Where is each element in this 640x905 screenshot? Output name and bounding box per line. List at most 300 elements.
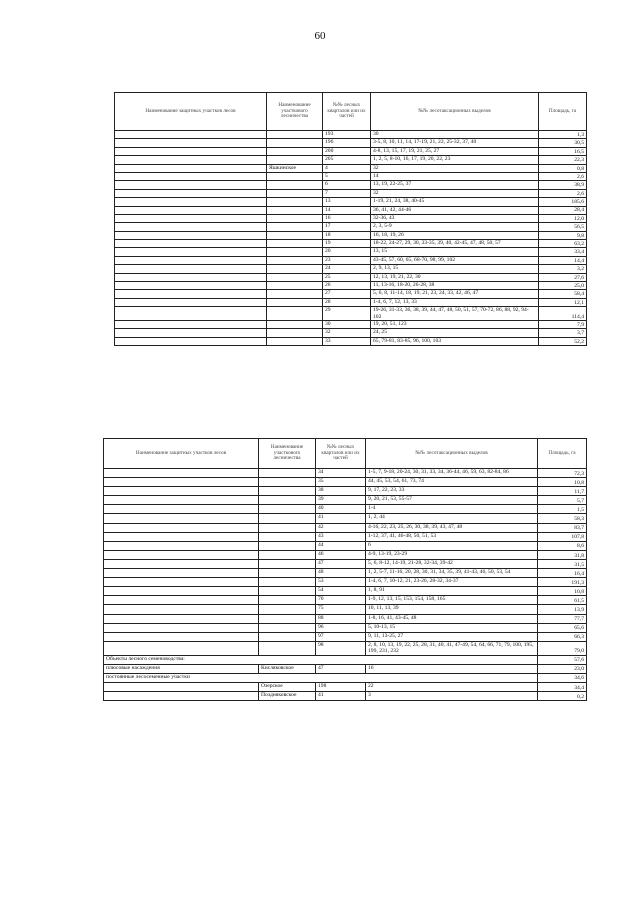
- area-cell: 83,7: [538, 523, 587, 532]
- protective-area-cell: [115, 139, 267, 147]
- forestry-cell: [267, 240, 323, 248]
- forestry-cell: [267, 231, 323, 239]
- forestry-cell: [259, 541, 316, 550]
- quarter-cell: 7: [323, 189, 371, 197]
- quarter-cell: 41: [316, 692, 366, 701]
- table-row: [115, 139, 587, 147]
- area-cell: 5,7: [538, 496, 587, 505]
- quarter-cell: 42: [316, 523, 366, 532]
- quarter-cell: 4: [323, 164, 371, 172]
- area-cell: 22,3: [539, 156, 587, 164]
- forestry-cell: [267, 248, 323, 256]
- forestry-cell: [259, 478, 316, 487]
- protective-area-cell: [104, 605, 259, 614]
- quarter-cell: 32: [323, 329, 371, 337]
- table-row: [104, 623, 587, 632]
- table-row: [104, 692, 587, 701]
- protective-area-cell: [115, 321, 267, 329]
- protective-area-cell: [115, 329, 267, 337]
- protective-area-cell: [104, 614, 259, 623]
- forestry-cell: [267, 321, 323, 329]
- forestry-cell: [267, 214, 323, 222]
- table-row: [115, 321, 587, 329]
- protective-area-cell: [104, 541, 259, 550]
- quarter-cell: 200: [323, 147, 371, 155]
- plots-cell: 4-16, 22, 23, 25, 26, 30, 38, 39, 43, 47, 48: [366, 523, 538, 532]
- quarter-cell: 20: [323, 248, 371, 256]
- protective-area-cell: [115, 189, 267, 197]
- forest-plots-table-2: [103, 438, 587, 701]
- table-row: [115, 156, 587, 164]
- protective-area-cell: [115, 256, 267, 264]
- area-cell: 31,8: [538, 550, 587, 559]
- area-cell: 25,0: [539, 282, 587, 290]
- area-cell: 1,3: [539, 131, 587, 139]
- plots-cell: 3-5, 8, 10, 11, 14, 17-19, 21, 22, 25-32, 37, 40: [371, 139, 539, 147]
- protective-area-cell: [115, 240, 267, 248]
- protective-area-cell: [115, 147, 267, 155]
- plots-cell: 32-36, 43: [371, 214, 539, 222]
- protective-area-cell: [115, 206, 267, 214]
- area-cell: 34,4: [538, 682, 587, 691]
- plantations-label: плюсовые насаждения: [104, 664, 259, 673]
- table-row: [115, 214, 587, 222]
- protective-area-cell: [104, 623, 259, 632]
- protective-area-cell: [115, 290, 267, 298]
- area-cell: 8,6: [538, 541, 587, 550]
- forestry-cell: [259, 596, 316, 605]
- forestry-cell: [267, 273, 323, 281]
- area-cell: 2,6: [539, 189, 587, 197]
- quarter-cell: 28: [323, 298, 371, 306]
- table-row: [115, 189, 587, 197]
- table-row: [115, 329, 587, 337]
- quarter-cell: 98: [316, 641, 366, 655]
- area-cell: 31,5: [538, 559, 587, 568]
- table-row: [104, 487, 587, 496]
- protective-area-cell: [115, 307, 267, 321]
- forestry-cell: [267, 298, 323, 306]
- quarter-cell: 193: [323, 131, 371, 139]
- quarter-cell: 44: [316, 541, 366, 550]
- protective-area-cell: [115, 223, 267, 231]
- table-row: [115, 181, 587, 189]
- area-cell: 65,6: [538, 623, 587, 632]
- forestry-cell: [267, 189, 323, 197]
- plots-cell: 2, 9, 13, 15: [371, 265, 539, 273]
- quarter-cell: 205: [323, 156, 371, 164]
- forestry-cell: [259, 578, 316, 587]
- table-row: [115, 273, 587, 281]
- quarter-cell: 33: [323, 337, 371, 345]
- forestry-cell: [259, 614, 316, 623]
- table-row: [115, 223, 587, 231]
- protective-area-cell: [104, 478, 259, 487]
- plots-cell: 12, 13, 19, 21, 22, 30: [371, 273, 539, 281]
- table-row: [115, 240, 587, 248]
- table-row: [104, 469, 587, 478]
- forestry-cell: [267, 307, 323, 321]
- forestry-cell: Озерское: [259, 682, 316, 691]
- protective-area-cell: [115, 156, 267, 164]
- quarter-cell: 40: [316, 505, 366, 514]
- table-row: [104, 478, 587, 487]
- protective-area-cell: [104, 469, 259, 478]
- area-cell: 12,0: [539, 214, 587, 222]
- area-cell: 9,8: [539, 231, 587, 239]
- table-row: [115, 172, 587, 180]
- area-cell: 191,3: [538, 578, 587, 587]
- quarter-cell: 35: [316, 478, 366, 487]
- header-forestry: Наименование участкового лесничества: [267, 93, 323, 131]
- forestry-cell: [267, 256, 323, 264]
- protective-area-cell: [104, 641, 259, 655]
- quarter-cell: 47: [316, 559, 366, 568]
- protective-area-cell: [115, 231, 267, 239]
- area-cell: 0,2: [538, 692, 587, 701]
- protective-area-cell: [104, 514, 259, 523]
- plantations-forestry: Кисляковское: [259, 664, 316, 673]
- forestry-cell: [267, 265, 323, 273]
- permanent-area: 34,6: [538, 673, 587, 682]
- area-cell: 3,7: [539, 329, 587, 337]
- quarter-cell: 88: [316, 614, 366, 623]
- page-number: 60: [314, 30, 326, 42]
- protective-area-cell: [115, 337, 267, 345]
- plots-cell: 19-26, 31-33, 36, 38, 39, 44, 47, 48, 50, 51, 57, 70-72, 86, 88, 92, 94-102: [371, 307, 539, 321]
- area-cell: 27,6: [539, 273, 587, 281]
- forestry-cell: Яшкинское: [267, 164, 323, 172]
- plots-cell: 6: [366, 541, 538, 550]
- table-row: [104, 559, 587, 568]
- protective-area-cell: [115, 298, 267, 306]
- header-quarters: №№ лесных кварталов или их частей: [323, 93, 371, 131]
- table-row: [104, 605, 587, 614]
- table-row: [115, 298, 587, 306]
- plots-cell: 3: [366, 692, 538, 701]
- area-cell: 61,5: [538, 596, 587, 605]
- plots-cell: 4-8, 13, 15, 17, 19, 21, 25, 27: [371, 147, 539, 155]
- permanent-label: постоянные лесосеменные участки: [104, 673, 538, 682]
- plots-cell: 4-9, 13-19, 23-29: [366, 550, 538, 559]
- plots-cell: 32: [371, 164, 539, 172]
- protective-area-cell: [115, 282, 267, 290]
- forestry-cell: [267, 147, 323, 155]
- protective-area-cell: [104, 496, 259, 505]
- quarter-cell: 41: [316, 514, 366, 523]
- table-row: [104, 505, 587, 514]
- forestry-cell: Поздняковское: [259, 692, 316, 701]
- quarter-cell: 6: [323, 181, 371, 189]
- forestry-cell: [259, 487, 316, 496]
- area-cell: 72,3: [538, 469, 587, 478]
- plots-cell: 43-45, 57, 60, 65, 68-70, 98, 99, 102: [371, 256, 539, 264]
- table-row: [115, 282, 587, 290]
- forestry-cell: [259, 469, 316, 478]
- forestry-cell: [267, 223, 323, 231]
- header-protective-areas: Наименование защитных участков лесов: [115, 93, 267, 131]
- plots-cell: 1-9, 12, 13, 15, 153, 154, 158, 165: [366, 596, 538, 605]
- plots-cell: 9, 17, 22, 23, 33: [366, 487, 538, 496]
- forestry-cell: [259, 514, 316, 523]
- seed-objects-label: Объекты лесного семеноводства:: [104, 655, 538, 664]
- table-row: [115, 307, 587, 321]
- plots-cell: 13, 15: [371, 248, 539, 256]
- protective-area-cell: [115, 131, 267, 139]
- plots-cell: 9, 11, 13-25, 27: [366, 632, 538, 641]
- area-cell: 114,4: [539, 307, 587, 321]
- area-cell: 28,4: [539, 206, 587, 214]
- area-cell: 185,6: [539, 198, 587, 206]
- plots-cell: 11, 13-16, 18-20, 26-28, 38: [371, 282, 539, 290]
- area-cell: 58,4: [539, 290, 587, 298]
- area-cell: 77,7: [538, 614, 587, 623]
- area-cell: 14,4: [539, 256, 587, 264]
- plots-cell: 14: [371, 172, 539, 180]
- area-cell: 52,2: [539, 337, 587, 345]
- table-row: [104, 578, 587, 587]
- plots-cell: 22: [366, 682, 538, 691]
- protective-area-cell: [115, 214, 267, 222]
- header-area: Площадь, га: [539, 93, 587, 131]
- protective-area-cell: [104, 505, 259, 514]
- quarter-cell: 24: [323, 265, 371, 273]
- quarter-cell: 39: [316, 496, 366, 505]
- quarter-cell: 198: [316, 682, 366, 691]
- forestry-cell: [259, 569, 316, 578]
- plots-cell: 1-8, 16, 41, 43-45, 48: [366, 614, 538, 623]
- quarter-cell: 46: [316, 550, 366, 559]
- plots-cell: 36, 41, 42, 44-46: [371, 206, 539, 214]
- protective-area-cell: [115, 265, 267, 273]
- table-row: [104, 514, 587, 523]
- plots-cell: 32: [371, 189, 539, 197]
- area-cell: 12,1: [539, 298, 587, 306]
- header-forestry: Наименование участкового лесничества: [259, 439, 316, 469]
- table-row: [115, 147, 587, 155]
- plots-cell: 1-4, 6, 7, 12, 13, 33: [371, 298, 539, 306]
- plantations-quarter: 47: [316, 664, 366, 673]
- header-plots: №№ лесотаксационных выделов: [371, 93, 539, 131]
- table-row: [115, 248, 587, 256]
- forestry-cell: [259, 532, 316, 541]
- plots-cell: 1-5, 7, 9-18, 20-24, 30, 31, 33, 34, 36-44, 46, 59, 63, 82-84, 86: [366, 469, 538, 478]
- seed-objects-area: 57,6: [538, 655, 587, 664]
- protective-area-cell: [115, 164, 267, 172]
- forestry-cell: [267, 206, 323, 214]
- plots-cell: 13, 19, 22-25, 37: [371, 181, 539, 189]
- quarter-cell: 27: [323, 290, 371, 298]
- quarter-cell: 34: [316, 469, 366, 478]
- area-cell: 16,5: [539, 147, 587, 155]
- area-cell: 3,2: [539, 265, 587, 273]
- area-cell: 13,9: [538, 605, 587, 614]
- header-plots: №№ лесотаксационных выделов: [366, 439, 538, 469]
- quarter-cell: 38: [316, 487, 366, 496]
- forestry-cell: [259, 587, 316, 596]
- plots-cell: 2, 8, 10, 13, 19, 22, 25, 28, 31, 40, 41, 47-49, 54, 64, 66, 71, 79, 100, 195, 199, 231, 232: [366, 641, 538, 655]
- table-row: [104, 569, 587, 578]
- table-row: [115, 231, 587, 239]
- quarter-cell: 23: [323, 256, 371, 264]
- table-row: [115, 131, 587, 139]
- plots-cell: 10, 11, 13, 39: [366, 605, 538, 614]
- protective-area-cell: [115, 248, 267, 256]
- quarter-cell: 26: [323, 282, 371, 290]
- plots-cell: 5, 6, 8-12, 14-19, 21-28, 32-34, 39-42: [366, 559, 538, 568]
- quarter-cell: 13: [323, 198, 371, 206]
- forestry-cell: [259, 623, 316, 632]
- forestry-cell: [259, 559, 316, 568]
- forestry-cell: [267, 337, 323, 345]
- table-row: [104, 596, 587, 605]
- area-cell: 63,2: [539, 240, 587, 248]
- table-row: [104, 532, 587, 541]
- area-cell: 10,8: [538, 478, 587, 487]
- quarter-cell: 18: [323, 231, 371, 239]
- plots-cell: 5, 10-13, 15: [366, 623, 538, 632]
- quarter-cell: 96: [316, 623, 366, 632]
- header-protective-areas: Наименование защитных участков лесов: [104, 439, 259, 469]
- table-row: [104, 541, 587, 550]
- plots-cell: 65, 79-81, 83-85, 96, 100, 103: [371, 337, 539, 345]
- area-cell: 38,9: [539, 181, 587, 189]
- quarter-cell: 29: [323, 307, 371, 321]
- table-row: [104, 614, 587, 623]
- plots-cell: 1-19, 21, 24, 38, 40-45: [371, 198, 539, 206]
- plots-cell: 2, 3, 5-9: [371, 223, 539, 231]
- plots-cell: 1, 2, 5, 8-10, 16, 17, 19, 20, 22, 23: [371, 156, 539, 164]
- table-row: [104, 641, 587, 655]
- protective-area-cell: [104, 632, 259, 641]
- protective-area-cell: [104, 682, 259, 691]
- area-cell: 58,3: [538, 514, 587, 523]
- plots-cell: 16, 18, 19, 26: [371, 231, 539, 239]
- table-row: [115, 256, 587, 264]
- protective-area-cell: [115, 273, 267, 281]
- protective-area-cell: [104, 569, 259, 578]
- forestry-cell: [267, 282, 323, 290]
- area-cell: 0,8: [539, 164, 587, 172]
- quarter-cell: 16: [323, 214, 371, 222]
- quarter-cell: 19: [323, 240, 371, 248]
- protective-area-cell: [115, 198, 267, 206]
- area-cell: 66,3: [538, 632, 587, 641]
- forest-plots-table-1: [114, 92, 587, 346]
- area-cell: 56,5: [539, 223, 587, 231]
- quarter-cell: 17: [323, 223, 371, 231]
- plots-cell: 1, 8, 91: [366, 587, 538, 596]
- quarter-cell: 54: [316, 587, 366, 596]
- forestry-cell: [259, 505, 316, 514]
- table-row: [104, 632, 587, 641]
- plantations-area: 23,0: [538, 664, 587, 673]
- forestry-cell: [259, 496, 316, 505]
- area-cell: 107,8: [538, 532, 587, 541]
- table-row: [115, 198, 587, 206]
- plots-cell: 24, 25: [371, 329, 539, 337]
- quarter-cell: 53: [316, 578, 366, 587]
- table-row: [104, 682, 587, 691]
- quarter-cell: 70: [316, 596, 366, 605]
- area-cell: 1,5: [538, 505, 587, 514]
- quarter-cell: 5: [323, 172, 371, 180]
- area-cell: 10,8: [538, 587, 587, 596]
- quarter-cell: 196: [323, 139, 371, 147]
- table-row: [115, 265, 587, 273]
- quarter-cell: 75: [316, 605, 366, 614]
- plots-cell: 1-4, 6, 7, 10-12, 21, 23-26, 28-32, 34-37: [366, 578, 538, 587]
- forestry-cell: [259, 632, 316, 641]
- table-row: [104, 496, 587, 505]
- protective-area-cell: [104, 532, 259, 541]
- plots-cell: 19, 20, 51, 123: [371, 321, 539, 329]
- protective-area-cell: [104, 523, 259, 532]
- plantations-plots: 16: [366, 664, 538, 673]
- forestry-cell: [267, 172, 323, 180]
- plots-cell: 18-22, 24-27, 29, 30, 33-35, 39, 40, 42-45, 47, 48, 50, 57: [371, 240, 539, 248]
- plots-cell: 44, 45, 53, 54, 61, 73, 74: [366, 478, 538, 487]
- table-row: [115, 337, 587, 345]
- table-row: [115, 290, 587, 298]
- plots-cell: 1, 2, 44: [366, 514, 538, 523]
- area-cell: 33,4: [539, 248, 587, 256]
- protective-area-cell: [104, 596, 259, 605]
- protective-area-cell: [104, 487, 259, 496]
- protective-area-cell: [104, 692, 259, 701]
- header-quarters: №№ лесных кварталов или их частей: [316, 439, 366, 469]
- area-cell: 7,9: [539, 321, 587, 329]
- protective-area-cell: [104, 587, 259, 596]
- quarter-cell: 25: [323, 273, 371, 281]
- forestry-cell: [259, 641, 316, 655]
- quarter-cell: 14: [323, 206, 371, 214]
- plots-cell: 5, 6, 8, 11-14, 18, 19, 21, 23, 24, 33, 42, 46, 47: [371, 290, 539, 298]
- plots-cell: 9, 20, 21, 53, 55-57: [366, 496, 538, 505]
- forestry-cell: [267, 329, 323, 337]
- protective-area-cell: [104, 559, 259, 568]
- quarter-cell: 48: [316, 569, 366, 578]
- forestry-cell: [267, 290, 323, 298]
- protective-area-cell: [104, 550, 259, 559]
- protective-area-cell: [115, 172, 267, 180]
- quarter-cell: 97: [316, 632, 366, 641]
- table-row: [104, 587, 587, 596]
- forestry-cell: [259, 605, 316, 614]
- table-row: [115, 164, 587, 172]
- forestry-cell: [267, 198, 323, 206]
- area-cell: 11,7: [538, 487, 587, 496]
- protective-area-cell: [115, 181, 267, 189]
- plots-cell: 1-4: [366, 505, 538, 514]
- forestry-cell: [259, 550, 316, 559]
- header-area: Площадь, га: [538, 439, 587, 469]
- plots-cell: 1, 2, 5-7, 11-16, 20, 28, 30, 31, 34, 35, 39, 41-43, 46, 50, 53, 54: [366, 569, 538, 578]
- table-row: [115, 206, 587, 214]
- forestry-cell: [267, 156, 323, 164]
- area-cell: 16,4: [538, 569, 587, 578]
- forestry-cell: [267, 181, 323, 189]
- area-cell: 79,0: [538, 641, 587, 655]
- protective-area-cell: [104, 578, 259, 587]
- forestry-cell: [259, 523, 316, 532]
- forestry-cell: [267, 131, 323, 139]
- table-row: [104, 523, 587, 532]
- quarter-cell: 30: [323, 321, 371, 329]
- table-row: [104, 550, 587, 559]
- plots-cell: 30: [371, 131, 539, 139]
- area-cell: 2,6: [539, 172, 587, 180]
